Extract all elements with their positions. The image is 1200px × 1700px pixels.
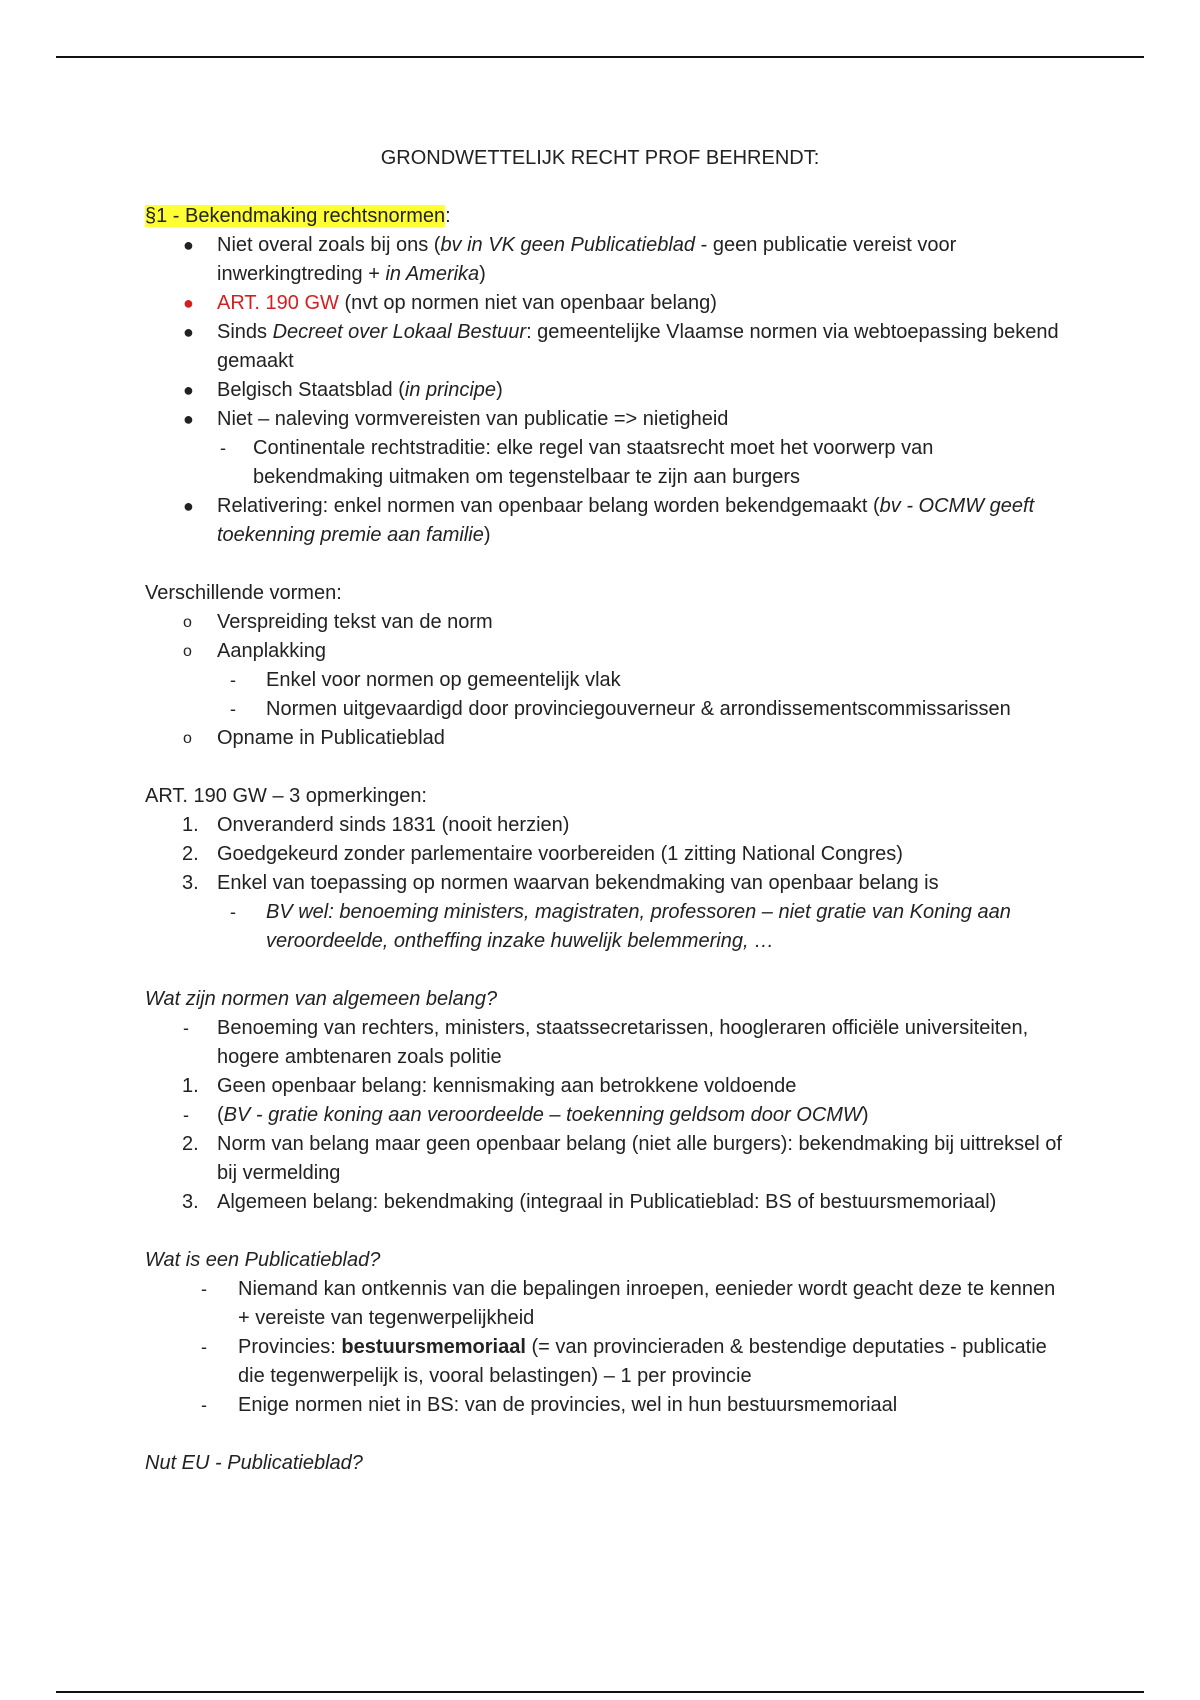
bullet-marker: ● [183,293,194,313]
highlighted-heading: §1 - Bekendmaking rechtsnormen [145,205,446,227]
numbered-item: 2. Norm van belang maar geen openbaar belang (niet alle burgers): bekendmaking bij uittreksel of bij vermelding [145,1130,1065,1188]
number-marker: 2. [182,843,199,865]
section-heading: ART. 190 GW – 3 opmerkingen: [145,785,427,807]
sub-list-item: - Normen uitgevaardigd door provinciegouverneur & arrondissementscommissarissen [145,695,1065,724]
bullet-marker: ● [183,235,194,255]
sub-list-item: - Enkel voor normen op gemeentelijk vlak [145,666,1065,695]
list-item: ● Belgisch Staatsblad (in principe) [145,376,1065,405]
section-heading: §1 - Bekendmaking rechtsnormen: [145,205,451,227]
circle-marker: o [183,730,192,747]
numbered-item: 1. Geen openbaar belang: kennismaking aan betrokkene voldoende [145,1072,1065,1101]
bullet-marker: ● [183,496,194,516]
list-item: ● ART. 190 GW (nvt op normen niet van openbaar belang) [145,289,1065,318]
dash-marker: - [230,670,236,690]
list-item: o Verspreiding tekst van de norm [145,608,1065,637]
section-heading: Verschillende vormen: [145,582,342,604]
numbered-item: 1. Onveranderd sinds 1831 (nooit herzien) [145,811,1065,840]
document-title: GRONDWETTELIJK RECHT PROF BEHRENDT: [380,147,820,169]
numbered-item: 3. Enkel van toepassing op normen waarvan bekendmaking van openbaar belang is [145,869,1065,898]
document-page [145,140,1065,1478]
dash-marker: - [230,902,236,922]
list-item: - Provincies: bestuursmemoriaal (= van provincieraden & bestendige deputaties - publicatie die tegenwerpelijk is, vooral belastingen) – 1 per provincie [145,1333,1065,1391]
dash-marker: - [201,1279,207,1299]
list-item: o Opname in Publicatieblad [145,724,1065,753]
dash-marker: - [183,1105,189,1125]
list-item: - (BV - gratie koning aan veroordeelde – toekenning geldsom door OCMW) [145,1101,1065,1130]
numbered-item: 3. Algemeen belang: bekendmaking (integraal in Publicatieblad: BS of bestuursmemoriaal) [145,1188,1065,1217]
list-item: ● Relativering: enkel normen van openbaar belang worden bekendgemaakt (bv - OCMW geeft toekenning premie aan familie) [145,492,1065,550]
numbered-item: 2. Goedgekeurd zonder parlementaire voorbereiden (1 zitting National Congres) [145,840,1065,869]
list-item: o Aanplakking [145,637,1065,666]
section-heading: Wat is een Publicatieblad? [145,1249,381,1271]
dash-marker: - [201,1337,207,1357]
sub-list-item: - BV wel: benoeming ministers, magistraten, professoren – niet gratie van Koning aan veroordeelde, ontheffing inzake huwelijk belemmering, … [145,898,1065,956]
number-marker: 2. [182,1133,199,1155]
dash-marker: - [183,1018,189,1038]
list-item: - Niemand kan ontkennis van die bepalingen inroepen, eenieder wordt geacht deze te kennen + vereiste van tegenwerpelijkheid [145,1275,1065,1333]
dash-marker: - [201,1395,207,1415]
list-item: - Benoeming van rechters, ministers, staatssecretarissen, hoogleraren officiële universiteiten, hogere ambtenaren zoals politie [145,1014,1065,1072]
top-rule [56,56,1144,58]
number-marker: 3. [182,1191,199,1213]
list-item: ● Sinds Decreet over Lokaal Bestuur: gemeentelijke Vlaamse normen via webtoepassing bekend gemaakt [145,318,1065,376]
bullet-marker: ● [183,380,194,400]
dash-marker: - [230,699,236,719]
circle-marker: o [183,643,192,660]
circle-marker: o [183,614,192,631]
number-marker: 1. [182,814,199,836]
article-reference: ART. 190 GW [217,292,339,314]
section-heading: Wat zijn normen van algemeen belang? [145,988,498,1010]
list-item: ● Niet overal zoals bij ons (bv in VK geen Publicatieblad - geen publicatie vereist voor inwerkingtreding + in Amerika) [145,231,1065,289]
bullet-marker: ● [183,322,194,342]
dash-marker: - [220,438,226,458]
list-item: - Enige normen niet in BS: van de provincies, wel in hun bestuursmemoriaal [145,1391,1065,1420]
number-marker: 1. [182,1075,199,1097]
sub-list-item: - Continentale rechtstraditie: elke regel van staatsrecht moet het voorwerp van bekendmaking uitmaken om tegenstelbaar te zijn aan burgers [145,434,1065,492]
bottom-rule [56,1691,1144,1693]
list-item: ● Niet – naleving vormvereisten van publicatie => nietigheid [145,405,1065,434]
number-marker: 3. [182,872,199,894]
bullet-marker: ● [183,409,194,429]
section-heading: Nut EU - Publicatieblad? [145,1452,363,1474]
